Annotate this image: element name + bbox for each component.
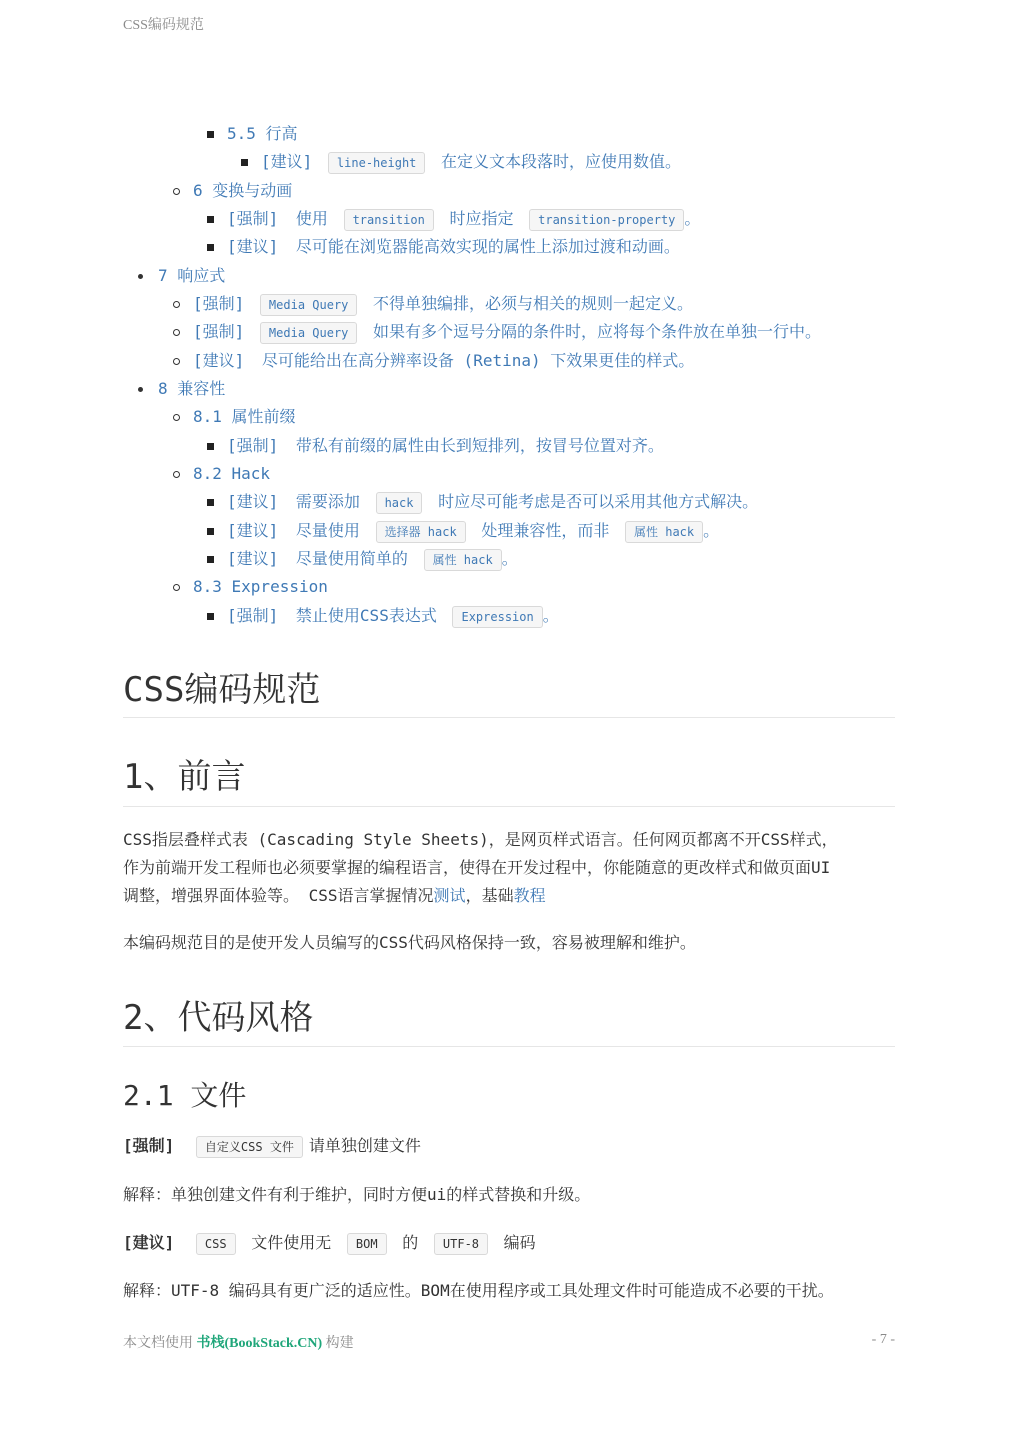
- inline-code: transition: [344, 209, 434, 231]
- preface-purpose: [123, 929, 895, 957]
- toc-item[interactable]: [173, 403, 296, 431]
- toc-text[interactable]: 禁止使用CSS表达式: [295, 606, 437, 625]
- rule-encoding: [123, 1229, 895, 1257]
- divider: [123, 717, 895, 718]
- preface-paragraph: [123, 826, 895, 910]
- toc-link[interactable]: 6 变换与动画: [193, 181, 293, 200]
- toc-text[interactable]: 处理兼容性，而非: [481, 521, 610, 540]
- toc-text[interactable]: 尽可能给出在高分辨率设备 (Retina) 下效果更佳的样式。: [261, 351, 695, 370]
- rule-encoding-explain: [123, 1277, 895, 1305]
- toc-text[interactable]: 尽量使用: [295, 521, 360, 540]
- toc-item[interactable]: [173, 318, 821, 346]
- footer-brand-link[interactable]: 书栈(BookStack.CN): [196, 1336, 323, 1351]
- paragraph-line: CSS指层叠样式表 (Cascading Style Sheets)，是网页样式语言。任何网页都离不开CSS样式，: [123, 830, 838, 849]
- toc-tag[interactable]: [强制]: [227, 436, 279, 455]
- rule-text: 编码: [503, 1233, 536, 1252]
- toc-tag[interactable]: [建议]: [227, 492, 279, 511]
- circle-bullet-icon: [173, 414, 180, 421]
- square-bullet-icon: [207, 528, 214, 535]
- toc-item[interactable]: [241, 148, 681, 176]
- toc-link[interactable]: 8.2 Hack: [193, 464, 271, 483]
- rule-text: 文件使用无: [251, 1233, 332, 1252]
- toc-text[interactable]: 带私有前缀的属性由长到短排列，按冒号位置对齐。: [295, 436, 664, 455]
- circle-bullet-icon: [173, 188, 180, 195]
- toc-link[interactable]: 5.5 行高: [227, 124, 298, 143]
- subsection-heading: 2.1 文件: [123, 1079, 247, 1112]
- inline-code: 属性 hack: [625, 521, 703, 543]
- toc-text[interactable]: 尽可能在浏览器能高效实现的属性上添加过渡和动画。: [295, 237, 680, 256]
- inline-code: 选择器 hack: [376, 521, 466, 543]
- rule-text: 的: [402, 1233, 419, 1252]
- toc-text[interactable]: 不得单独编排，必须与相关的规则一起定义。: [373, 294, 694, 313]
- divider: [123, 806, 895, 807]
- toc-tag[interactable]: [建议]: [193, 351, 245, 370]
- square-bullet-icon: [207, 556, 214, 563]
- square-bullet-icon: [241, 159, 248, 166]
- toc-text[interactable]: 。: [542, 606, 559, 625]
- disc-bullet-icon: [138, 274, 143, 279]
- inline-code: BOM: [347, 1233, 387, 1255]
- page-number: - 7 -: [871, 1332, 895, 1347]
- toc-tag[interactable]: [强制]: [193, 322, 245, 341]
- toc-item[interactable]: [138, 375, 225, 403]
- test-link[interactable]: 测试: [433, 886, 466, 905]
- section-style: [123, 990, 895, 1039]
- rule-text: 请单独创建文件: [308, 1136, 421, 1155]
- rule-tag: [建议]: [123, 1233, 175, 1252]
- toc-item[interactable]: [207, 233, 680, 261]
- toc-item[interactable]: [173, 347, 694, 375]
- toc-item[interactable]: [207, 517, 719, 545]
- inline-code: line-height: [328, 152, 425, 174]
- toc-item[interactable]: [173, 177, 292, 205]
- toc-link[interactable]: 7 响应式: [158, 266, 226, 285]
- disc-bullet-icon: [138, 387, 143, 392]
- rule-tag: [强制]: [123, 1136, 175, 1155]
- inline-code: 自定义CSS 文件: [196, 1136, 303, 1158]
- toc-text[interactable]: 使用: [295, 209, 328, 228]
- toc-item[interactable]: [173, 460, 270, 488]
- explanation: 解释：UTF-8 编码具有更广泛的适应性。BOM在使用程序或工具处理文件时可能造成不必要的干扰。: [123, 1281, 834, 1300]
- toc-item[interactable]: [207, 488, 758, 516]
- square-bullet-icon: [207, 244, 214, 251]
- toc-link[interactable]: 8.1 属性前缀: [193, 407, 296, 426]
- subsection-file: [123, 1074, 895, 1114]
- toc-item[interactable]: [138, 262, 225, 290]
- explanation: 解释：单独创建文件有利于维护，同时方便ui的样式替换和升级。: [123, 1185, 591, 1204]
- rule-file-separate: [123, 1132, 895, 1160]
- inline-code: UTF-8: [434, 1233, 488, 1255]
- toc-text[interactable]: 。: [684, 209, 701, 228]
- paragraph-text: ，基础: [465, 886, 514, 905]
- inline-code: transition-property: [529, 209, 684, 231]
- paragraph: 本编码规范目的是使开发人员编写的CSS代码风格保持一致，容易被理解和维护。: [123, 933, 696, 952]
- toc-item[interactable]: [173, 573, 328, 601]
- toc-text[interactable]: 在定义文本段落时，应使用数值。: [441, 152, 682, 171]
- toc-item[interactable]: [173, 290, 693, 318]
- toc-text[interactable]: 尽量使用简单的: [295, 549, 408, 568]
- footer-credit: [123, 1332, 354, 1352]
- toc-item[interactable]: [207, 432, 664, 460]
- toc-text[interactable]: 。: [703, 521, 720, 540]
- toc-text[interactable]: 需要添加: [295, 492, 360, 511]
- circle-bullet-icon: [173, 584, 180, 591]
- toc-tag[interactable]: [强制]: [193, 294, 245, 313]
- paragraph-line: 作为前端开发工程师也必须要掌握的编程语言，使得在开发过程中，你能随意的更改样式和做页面UI: [123, 858, 831, 877]
- section-heading: 1、前言: [123, 757, 246, 797]
- toc-tag[interactable]: [建议]: [261, 152, 313, 171]
- toc-text[interactable]: 如果有多个逗号分隔的条件时，应将每个条件放在单独一行中。: [373, 322, 822, 341]
- toc-text[interactable]: 时应指定: [449, 209, 514, 228]
- inline-code: Expression: [452, 606, 542, 628]
- tutorial-link[interactable]: 教程: [513, 886, 546, 905]
- paragraph-line: 调整，增强界面体验等。 CSS语言掌握情况: [123, 886, 434, 905]
- toc-item[interactable]: [207, 545, 518, 573]
- toc-item[interactable]: [207, 205, 700, 233]
- doc-title-block: [123, 662, 895, 711]
- toc-tag[interactable]: [建议]: [227, 237, 279, 256]
- circle-bullet-icon: [173, 358, 180, 365]
- toc-link[interactable]: 8 兼容性: [158, 379, 226, 398]
- rule-file-explain: [123, 1181, 895, 1209]
- inline-code: 属性 hack: [424, 549, 502, 571]
- toc-link[interactable]: 8.3 Expression: [193, 577, 328, 596]
- toc-text[interactable]: 时应尽可能考虑是否可以采用其他方式解决。: [438, 492, 759, 511]
- square-bullet-icon: [207, 216, 214, 223]
- toc-tag[interactable]: [强制]: [227, 209, 279, 228]
- divider: [123, 1046, 895, 1047]
- square-bullet-icon: [207, 131, 214, 138]
- toc-tag[interactable]: [建议]: [227, 521, 279, 540]
- footer-suffix: 构建: [325, 1336, 354, 1351]
- footer-prefix: 本文档使用: [123, 1336, 193, 1351]
- inline-code: Media Query: [260, 294, 357, 316]
- running-header: CSS编码规范: [123, 18, 204, 33]
- inline-code: CSS: [196, 1233, 236, 1255]
- toc-tag[interactable]: [建议]: [227, 549, 279, 568]
- inline-code: hack: [376, 492, 423, 514]
- section-heading: 2、代码风格: [123, 998, 314, 1038]
- toc-item[interactable]: [207, 120, 298, 148]
- circle-bullet-icon: [173, 301, 180, 308]
- document-title: CSS编码规范: [123, 670, 321, 710]
- section-preface: [123, 749, 895, 798]
- inline-code: Media Query: [260, 322, 357, 344]
- square-bullet-icon: [207, 613, 214, 620]
- circle-bullet-icon: [173, 329, 180, 336]
- square-bullet-icon: [207, 499, 214, 506]
- square-bullet-icon: [207, 443, 214, 450]
- toc-tag[interactable]: [强制]: [227, 606, 279, 625]
- circle-bullet-icon: [173, 471, 180, 478]
- toc-item[interactable]: [207, 602, 559, 630]
- page-footer: [123, 1332, 895, 1352]
- toc-text[interactable]: 。: [501, 549, 518, 568]
